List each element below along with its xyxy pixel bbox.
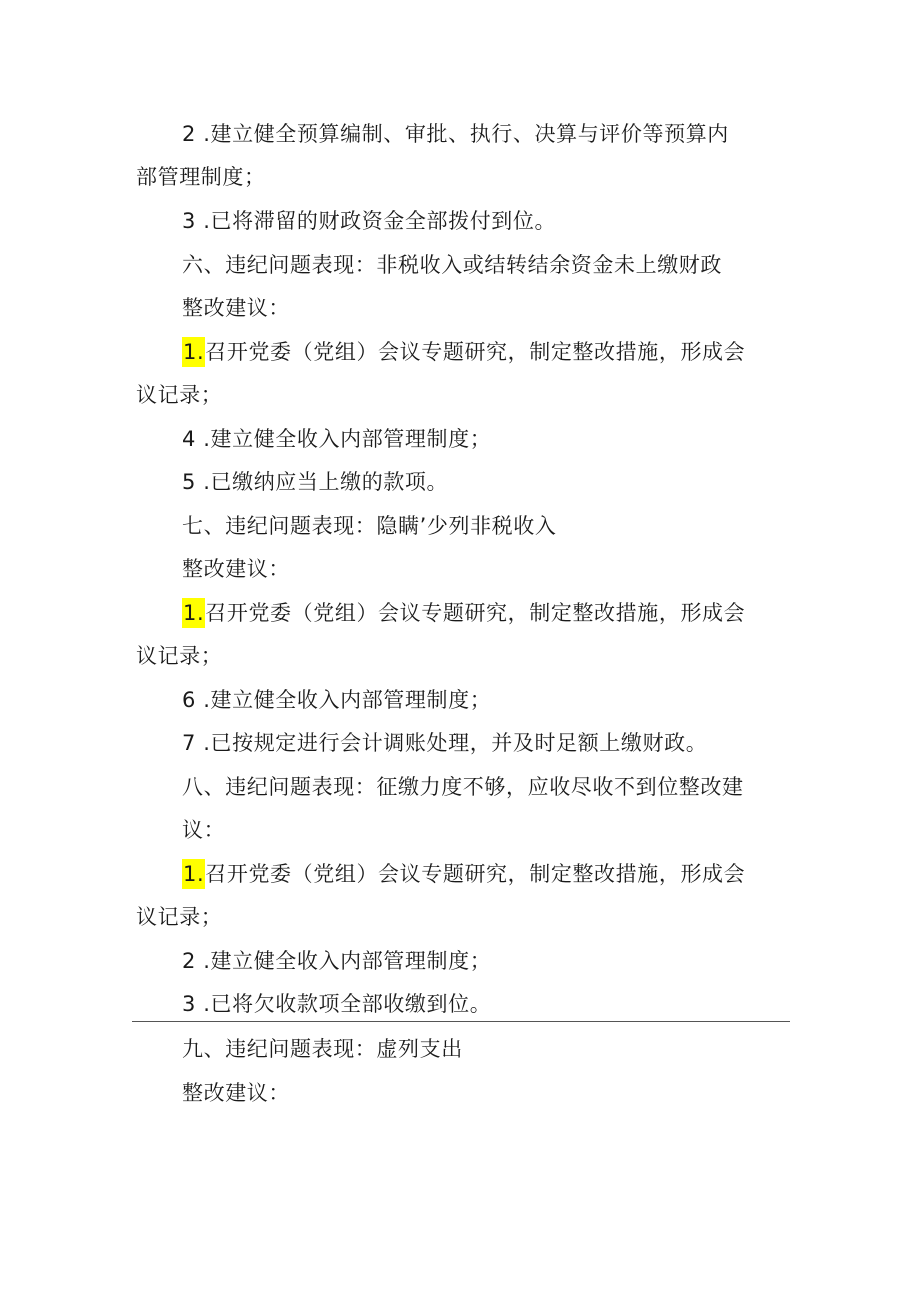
paragraph-line: 5 .已缴纳应当上缴的款项。 bbox=[182, 470, 449, 494]
suggestion-label: 整改建议： bbox=[182, 557, 290, 581]
section-heading: 六、违纪问题表现：非税收入或结转结余资金未上缴财政 bbox=[182, 253, 722, 277]
highlighted-number: 1. bbox=[182, 598, 205, 628]
paragraph-line: 议记录； bbox=[136, 383, 223, 407]
paragraph-text: 召开党委（党组）会议专题研究，制定整改措施，形成会 bbox=[205, 340, 746, 364]
section-heading: 七、违纪问题表现：隐瞒’少列非税收入 bbox=[182, 514, 557, 538]
paragraph-line: 2 .建立健全收入内部管理制度； bbox=[182, 949, 492, 973]
paragraph-line: 议： bbox=[182, 818, 226, 842]
paragraph-line: 6 .建立健全收入内部管理制度； bbox=[182, 688, 492, 712]
paragraph-line: 3 .已将欠收款项全部收缴到位。 bbox=[182, 992, 492, 1016]
paragraph-line bbox=[182, 859, 745, 889]
paragraph-line bbox=[182, 337, 745, 367]
paragraph-text: 召开党委（党组）会议专题研究，制定整改措施，形成会 bbox=[205, 601, 746, 625]
paragraph-line bbox=[182, 598, 745, 628]
paragraph-line: 部管理制度； bbox=[136, 165, 266, 189]
paragraph-line: 2 .建立健全预算编制、审批、执行、决算与评价等预算内 bbox=[182, 122, 729, 146]
suggestion-label: 整改建议： bbox=[182, 296, 290, 320]
section-heading: 八、违纪问题表现：征缴力度不够，应收尽收不到位整改建 bbox=[182, 775, 744, 799]
page-divider bbox=[132, 1021, 790, 1022]
highlighted-number: 1. bbox=[182, 337, 205, 367]
paragraph-line: 议记录； bbox=[136, 644, 223, 668]
paragraph-line: 4 .建立健全收入内部管理制度； bbox=[182, 427, 492, 451]
highlighted-number: 1. bbox=[182, 859, 205, 889]
paragraph-text: 召开党委（党组）会议专题研究，制定整改措施，形成会 bbox=[205, 862, 746, 886]
paragraph-line: 3 .已将滞留的财政资金全部拨付到位。 bbox=[182, 209, 557, 233]
paragraph-line: 7 .已按规定进行会计调账处理，并及时足额上缴财政。 bbox=[182, 731, 708, 755]
paragraph-line: 议记录； bbox=[136, 905, 223, 929]
suggestion-label: 整改建议： bbox=[182, 1081, 290, 1105]
section-heading: 九、违纪问题表现：虚列支出 bbox=[182, 1037, 463, 1061]
